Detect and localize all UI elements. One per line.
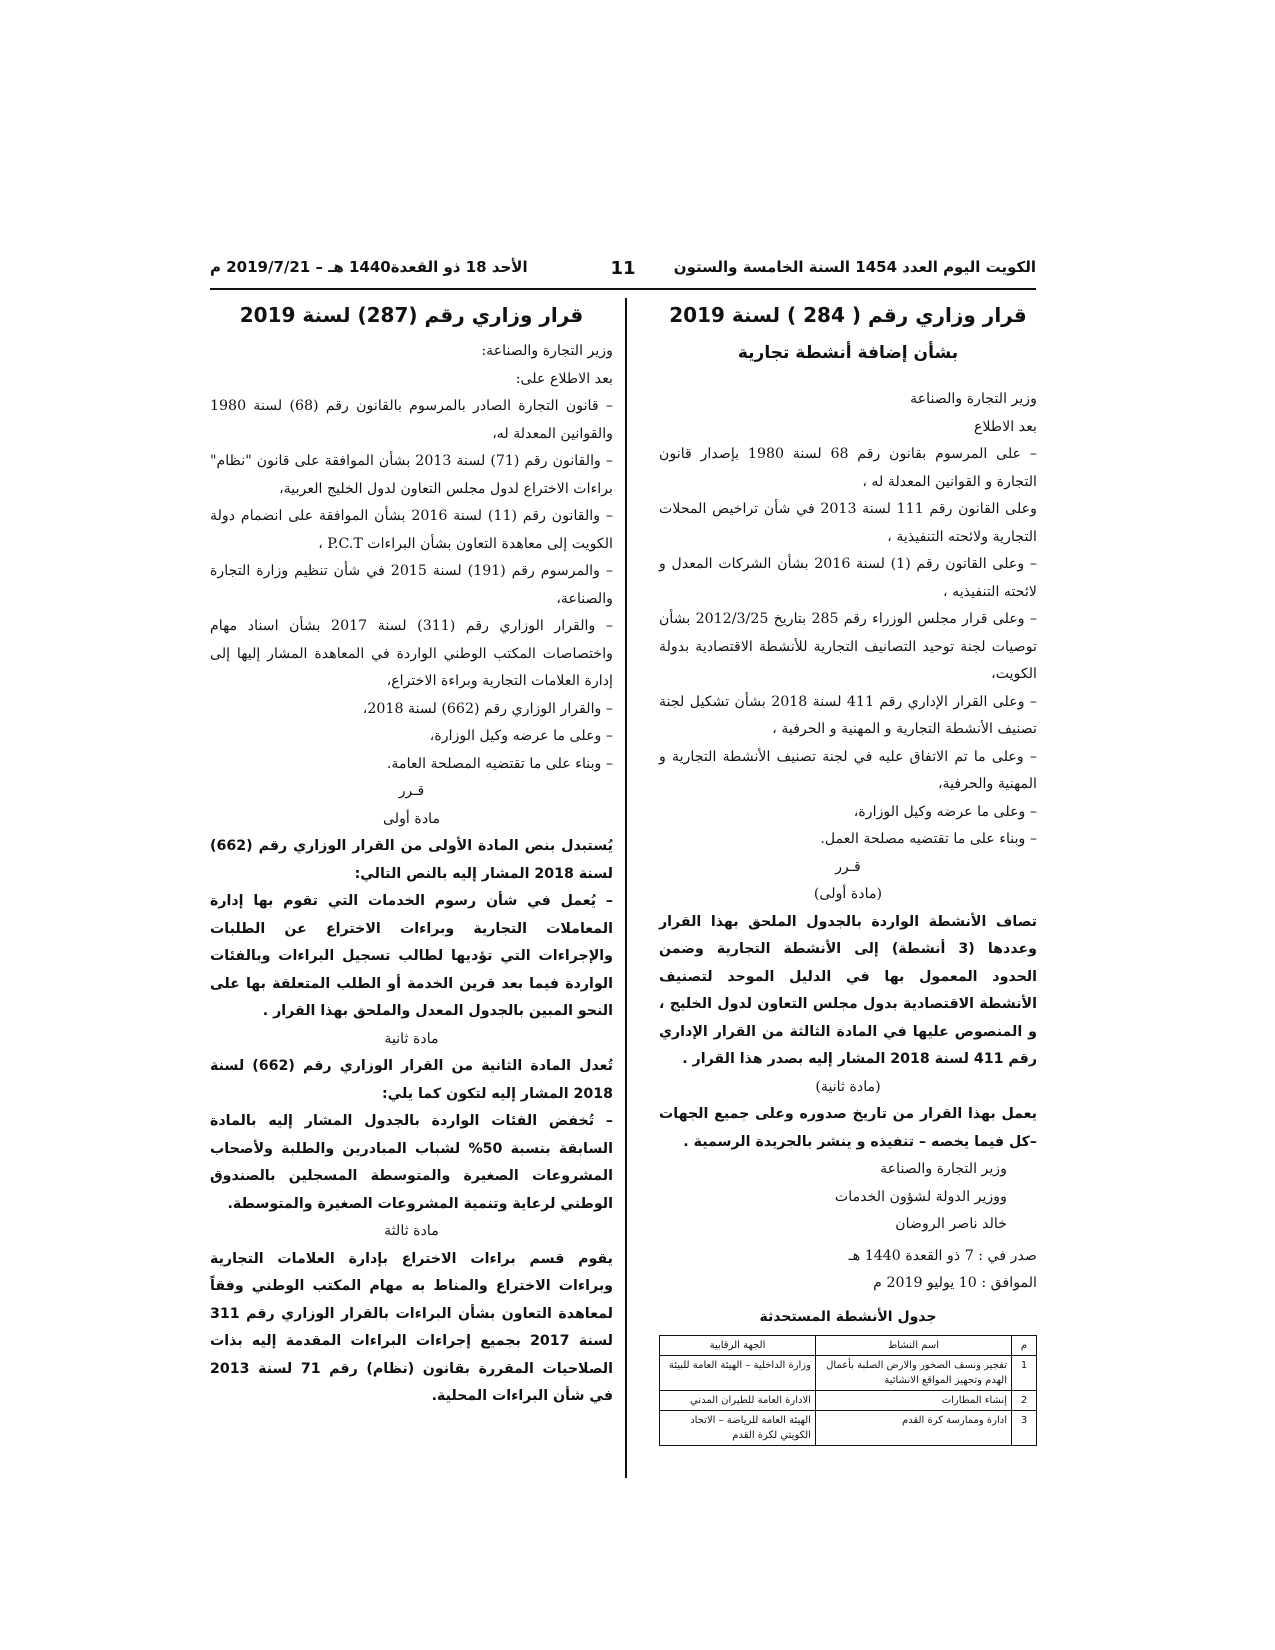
table-cell-authority: الادارة العامة للطيران المدني <box>660 1391 816 1411</box>
decision-284-recital: – وبناء على ما تقتضيه مصلحة العمل. <box>820 831 1037 847</box>
decision-284-recital: – وعلى قرار مجلس الوزراء رقم 285 بتاريخ 2012/3/25 بشأن توصيات لجنة توحيد التصانيف التجارية للأنشطة الاقتصادية بدولة الكويت، <box>659 611 1038 682</box>
decision-287-after-review: بعد الاطلاع على: <box>515 370 613 387</box>
decision-287-recital: – وبناء على ما تقتضيه المصلحة العامة. <box>386 755 613 772</box>
table-row <box>660 1356 1037 1391</box>
decision-287-article1-intro: يُستبدل بنص المادة الأولى من القرار الوزاري رقم (662) لسنة 2018 المشار إليه بالنص التالي: <box>210 838 613 882</box>
table-header-row <box>660 1336 1037 1356</box>
issue-date-gregorian: الموافق : 10 يوليو 2019 م <box>873 1275 1037 1291</box>
decision-284-recital: – على المرسوم بقانون رقم 68 لسنة 1980 بإصدار قانون التجارة و القوانين المعدلة له ، <box>659 446 1037 490</box>
column-divider <box>625 298 627 1478</box>
table-cell-authority: الهيئة العامة للرياضة – الاتحاد الكويتي لكرة القدم <box>660 1411 816 1446</box>
decision-287-article2-heading: مادة ثانية <box>384 1030 439 1047</box>
decision-287-decided: قـرر <box>398 783 425 799</box>
signatory-title-2: ووزير الدولة لشؤون الخدمات <box>834 1188 1007 1205</box>
decision-287-recital: – والقانون رقم (71) لسنة 2013 بشأن الموافقة على قانون "نظام" براءات الاختراع لدول مجلس التعاون لدول الخليج العربية، <box>210 453 614 497</box>
decision-287-article2-text: – تُخفض الفئات الواردة بالجدول المشار إليه بالمادة السابقة بنسبة 50% لشباب المبادرين والطلبة ولأصحاب المشروعات الصغيرة والمتوسطة المسجلين بالصندوق الوطني لرعاية وتنمية المشروعات الصغيرة والمتوسطة. <box>210 1113 613 1212</box>
table-header-authority: الجهة الرقابية <box>660 1336 816 1356</box>
header-date: الأحد 18 ذو القعدة1440 هـ – 2019/7/21 م <box>210 258 528 276</box>
decision-287-recital: – قانون التجارة الصادر بالمرسوم بالقانون رقم (68) لسنة 1980 والقوانين المعدلة له، <box>210 398 613 442</box>
decision-287-article1-heading: مادة أولى <box>382 810 441 827</box>
signatory-title: وزير التجارة والصناعة <box>880 1161 1007 1177</box>
decision-284-article2-heading: (مادة ثانية) <box>815 1078 881 1095</box>
table-cell-number: 3 <box>1012 1411 1037 1446</box>
signatory-name: خالد ناصر الروضان <box>895 1216 1007 1232</box>
decision-284-article1-text: تصاف الأنشطة الواردة بالجدول الملحق بهذا القرار وعددها (3 أنشطة) إلى الأنشطة التجارية وضمن الحدود المعمول بها في الدليل الموحد لتصنيف الأنشطة الاقتصادية بدول مجلس التعاون لدول الخليج ، و المنصوص عليها في المادة الثالثة من القرار الإداري رقم 411 لسنة 2018 المشار إليه بصدر هذا القرار . <box>659 913 1037 1067</box>
decision-284-after-review: بعد الاطلاع <box>973 418 1037 435</box>
table-row <box>660 1411 1037 1446</box>
header-divider <box>210 288 1036 290</box>
table-header-number: م <box>1012 1336 1037 1356</box>
decision-284-column <box>659 298 1037 1446</box>
table-cell-number: 1 <box>1012 1356 1037 1391</box>
decision-287-article3-heading: مادة ثالثة <box>384 1223 439 1239</box>
decision-287-recital: – وعلى ما عرضه وكيل الوزارة، <box>429 728 613 744</box>
decision-287-title: قرار وزاري رقم (287) لسنة 2019 <box>239 303 584 327</box>
decision-284-title: قرار وزاري رقم ( 284 ) لسنة 2019 <box>669 303 1027 327</box>
page-number: 11 <box>610 258 636 279</box>
table-cell-number: 2 <box>1012 1391 1037 1411</box>
decision-284-recital: – وعلى القانون رقم (1) لسنة 2016 بشأن الشركات المعدل و لائحته التنفيذيه ، <box>659 556 1038 600</box>
decision-284-recital: وعلى القانون رقم 111 لسنة 2013 في شأن تراخيص المحلات التجارية ولائحته التنفيذية ، <box>659 501 1037 545</box>
decision-284-recital: – وعلى ما تم الاتفاق عليه في لجنة تصنيف الأنشطة التجارية و المهنية والحرفية، <box>659 748 1037 792</box>
activities-table-title: جدول الأنشطة المستحدثة <box>759 1308 937 1325</box>
decision-287-article2-intro: تُعدل المادة الثانية من القرار الوزاري رقم (662) لسنة 2018 المشار إليه لتكون كما يلي: <box>210 1058 613 1102</box>
decision-287-article1-text: – يُعمل في شأن رسوم الخدمات التي تقوم بها إدارة المعاملات التجارية وبراءات الاختراع عن الطلبات والإجراءات التي تؤديها لطالب تسجيل البراءات وبالفئات الواردة فيما بعد قرين الخدمة أو الطلب المتعلقة بها على النحو المبين بالجدول المعدل والملحق بهذا القرار . <box>210 893 613 1019</box>
header-issue-info: الكويت اليوم العدد 1454 السنة الخامسة والستون <box>673 258 1036 276</box>
decision-287-recital: – والمرسوم رقم (191) لسنة 2015 في شأن تنظيم وزارة التجارة والصناعة، <box>210 563 613 607</box>
decision-284-recital: – وعلى ما عرضه وكيل الوزارة، <box>853 803 1037 820</box>
table-cell-activity: تفجير ونسف الصخور والارض الصلبة بأعمال الهدم وتجهيز المواقع الانشائية <box>815 1356 1011 1391</box>
decision-284-article2-text: يعمل بهذا القرار من تاريخ صدوره وعلى جميع الجهات –كل فيما يخصه – تنفيذه و ينشر بالجريدة الرسمية . <box>659 1106 1037 1150</box>
table-cell-activity: ادارة وممارسة كرة القدم <box>815 1411 1011 1446</box>
decision-284-minister: وزير التجارة والصناعة <box>910 391 1037 407</box>
table-cell-activity: إنشاء المطارات <box>815 1391 1011 1411</box>
table-header-activity: اسم النشاط <box>815 1336 1011 1356</box>
activities-table <box>659 1335 1037 1446</box>
decision-287-column <box>210 298 613 1411</box>
decision-284-subtitle: بشأن إضافة أنشطة تجارية <box>737 343 959 363</box>
decision-284-decided: قـرر <box>835 858 861 875</box>
decision-287-recital: – والقرار الوزاري رقم (311) لسنة 2017 بشأن اسناد مهام واختصاصات المكتب الوطني الواردة في المعاهدة المشار إليها إلى إدارة العلامات التجارية وبراءة الاختراع، <box>210 618 613 689</box>
decision-287-article3-text: يقوم قسم براءات الاختراع بإدارة العلامات التجارية وبراءات الاختراع والمناط به مهام المكتب الوطني وفقاً لمعاهدة التعاون بشأن البراءات بالقرار الوزاري رقم 311 لسنة 2017 بجميع إجراءات البراءات المقدمة إليه بذات الصلاحيات المقررة بقانون (نظام) رقم 71 لسنة 2013 في شأن البراءات المحلية. <box>210 1250 613 1404</box>
page-header <box>210 258 1036 284</box>
decision-284-recital: – وعلى القرار الإداري رقم 411 لسنة 2018 بشأن تشكيل لجنة تصنيف الأنشطة التجارية و المهنية و الحرفية ، <box>659 693 1038 737</box>
decision-287-minister: وزير التجارة والصناعة: <box>481 343 613 359</box>
decision-287-recital: – والقرار الوزاري رقم (662) لسنة 2018، <box>362 700 613 717</box>
table-cell-authority: وزارة الداخلية – الهيئة العامة للبيئة <box>660 1356 816 1391</box>
decision-284-article1-heading: (مادة أولى) <box>813 886 883 902</box>
issue-date-hijri: صدر في : 7 ذو القعدة 1440 هـ <box>848 1247 1037 1264</box>
decision-287-recital: – والقانون رقم (11) لسنة 2016 بشأن الموافقة على انضمام دولة الكويت إلى معاهدة التعاون بشأن البراءات P.C.T ، <box>210 508 614 552</box>
table-row <box>660 1391 1037 1411</box>
